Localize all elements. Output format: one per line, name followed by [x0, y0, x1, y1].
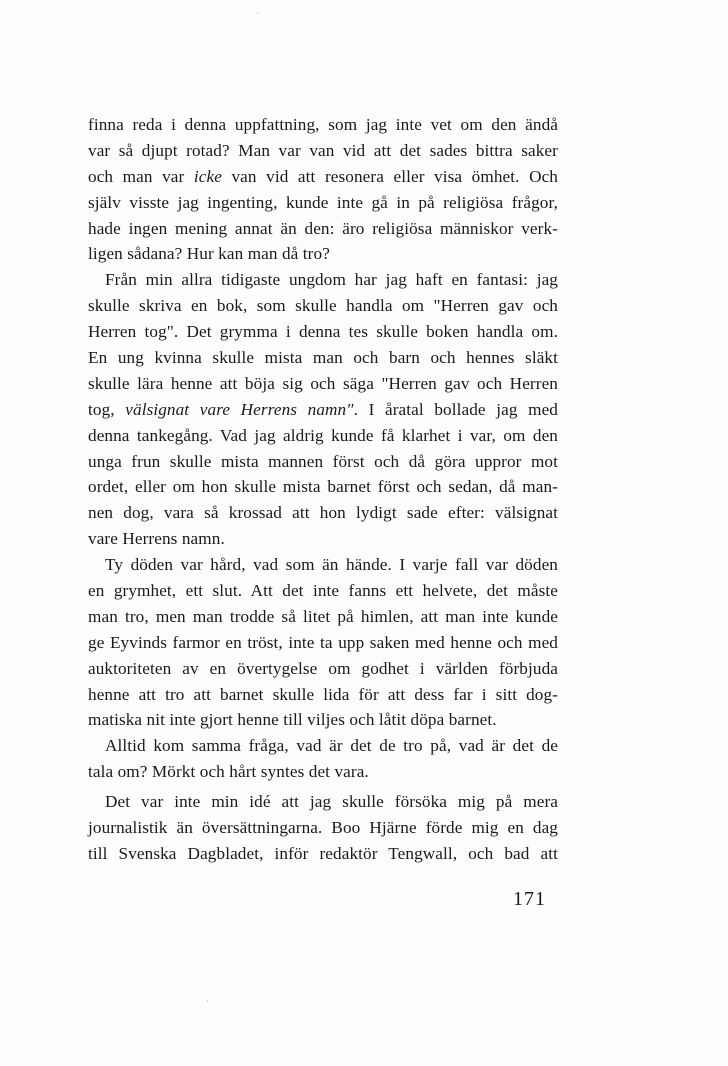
text-line: finna reda i denna uppfattning, som jag inte vet om den ändå: [88, 115, 558, 134]
text-line: [88, 397, 558, 423]
text-line: Ty döden var hård, vad som än hände. I varje fall var döden: [105, 555, 558, 575]
paragraph-3: [88, 552, 558, 733]
text-line: nen dog, vara så krossad att hon lydigt sade efter: välsignat: [88, 503, 558, 523]
text-line: man tro, men man trodde så litet på himlen, att man inte kunde: [88, 606, 558, 626]
text-line: Det var inte min idé att jag skulle försöka mig på mera: [105, 792, 558, 811]
text-line: Alltid kom samma fråga, vad är det de tro på, vad är det de: [105, 736, 558, 756]
text-segment: . I åratal bollade jag med: [353, 399, 559, 419]
text-line: denna tankegång. Vad jag aldrig kunde få klarhet i var, om den: [88, 425, 558, 445]
paper-speck: [207, 1000, 208, 1002]
text-line: skulle skriva en bok, som skulle handla om "Herren gav och: [88, 296, 558, 316]
paper-speck: [257, 12, 258, 14]
text-line: vare Herrens namn.: [88, 529, 225, 549]
text-line: matiska nit inte gjort henne till viljes och låtit döpa barnet.: [88, 710, 497, 730]
text-line: var så djupt rotad? Man var van vid att det sades bittra saker: [88, 140, 558, 160]
paragraph-2: [88, 267, 558, 552]
text-line: ordet, eller om hon skulle mista barnet först och sedan, då man-: [88, 477, 558, 497]
text-line: ge Eyvinds farmor en tröst, inte ta upp saken med henne och med: [88, 632, 558, 652]
main-text-block: [88, 112, 558, 785]
text-line: tala om? Mörkt och hårt syntes det vara.: [88, 762, 369, 782]
text-line: unga frun skulle mista mannen först och då göra uppror mot: [88, 451, 558, 471]
text-segment: tog,: [88, 399, 126, 419]
text-line: [88, 164, 558, 190]
text-line: en grymhet, ett slut. Att det inte fanns ett helvete, det måste: [88, 581, 558, 601]
text-line: ligen sådana? Hur kan man då tro?: [88, 244, 330, 264]
text-segment: van vid att resonera eller visa ömhet. Och: [221, 166, 559, 186]
italic-quote: välsignat vare Herrens namn": [125, 399, 354, 419]
paragraph-1: [88, 112, 558, 267]
text-line: hade ingen mening annat än den: äro religiösa människor verk-: [88, 218, 558, 238]
text-line: henne att tro att barnet skulle lida för att dess far i sitt dog-: [88, 684, 558, 704]
text-line: auktoriteten av en övertygelse om godhet i världen förbjuda: [88, 658, 558, 678]
text-line: En ung kvinna skulle mista man och barn och hennes släkt: [88, 348, 558, 368]
section-text-block: [88, 789, 558, 867]
text-line: skulle lära henne att böja sig och säga "Herren gav och Herren: [88, 373, 558, 393]
paragraph-4: [88, 733, 558, 785]
italic-word: icke: [193, 166, 222, 186]
paragraph-5: [88, 789, 558, 867]
text-line: själv visste jag ingenting, kunde inte gå in på religiösa frågor,: [88, 192, 558, 212]
text-line: Herren tog". Det grymma i denna tes skulle boken handla om.: [88, 322, 558, 342]
text-segment: och man var: [88, 166, 194, 186]
text-line: journalistik än översättningarna. Boo Hjärne förde mig en dag: [88, 817, 558, 837]
text-line: till Svenska Dagbladet, inför redaktör Tengwall, och bad att: [88, 843, 558, 863]
page-number: 171: [513, 888, 546, 910]
text-line: Från min allra tidigaste ungdom har jag haft en fantasi: jag: [105, 270, 558, 290]
